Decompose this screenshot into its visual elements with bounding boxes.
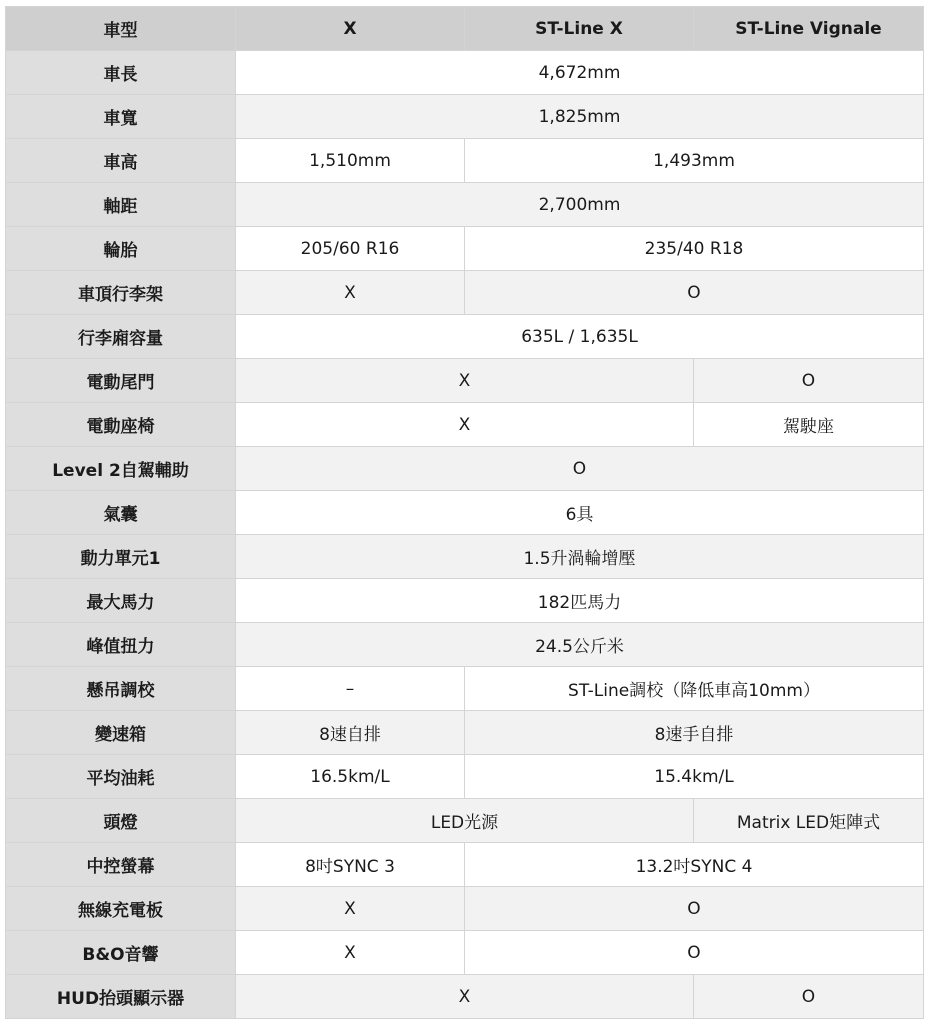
row-label: 動力單元1 xyxy=(6,535,236,579)
table-row xyxy=(6,95,924,139)
spec-value-cell: 235/40 R18 xyxy=(465,227,924,271)
spec-value-cell: O xyxy=(236,447,924,491)
spec-value-cell: 8速自排 xyxy=(236,711,465,755)
header-label-cell: 車型 xyxy=(6,7,236,51)
table-header xyxy=(6,7,924,51)
row-label: 車頂行李架 xyxy=(6,271,236,315)
row-label: 軸距 xyxy=(6,183,236,227)
spec-value-cell: O xyxy=(465,271,924,315)
spec-value-cell: ST-Line調校（降低車高10mm） xyxy=(465,667,924,711)
spec-value-cell: X xyxy=(236,271,465,315)
row-label: 無線充電板 xyxy=(6,887,236,931)
spec-value-cell: 182匹馬力 xyxy=(236,579,924,623)
header-trim-st-line-x: ST-Line X xyxy=(465,7,694,51)
spec-value-cell: X xyxy=(236,931,465,975)
row-label: 電動座椅 xyxy=(6,403,236,447)
table-row xyxy=(6,931,924,975)
row-label: Level 2自駕輔助 xyxy=(6,447,236,491)
row-label: 輪胎 xyxy=(6,227,236,271)
spec-value-cell: 16.5km/L xyxy=(236,755,465,799)
spec-table-container xyxy=(5,6,923,1019)
row-label: 變速箱 xyxy=(6,711,236,755)
row-label: 氣囊 xyxy=(6,491,236,535)
row-label: 頭燈 xyxy=(6,799,236,843)
table-row xyxy=(6,139,924,183)
table-row xyxy=(6,51,924,95)
spec-value-cell: 1,510mm xyxy=(236,139,465,183)
table-row xyxy=(6,271,924,315)
table-row xyxy=(6,491,924,535)
spec-value-cell: O xyxy=(694,975,924,1019)
spec-value-cell: Matrix LED矩陣式 xyxy=(694,799,924,843)
table-row xyxy=(6,755,924,799)
spec-value-cell: 205/60 R16 xyxy=(236,227,465,271)
table-row xyxy=(6,799,924,843)
spec-value-cell: 24.5公斤米 xyxy=(236,623,924,667)
table-body xyxy=(6,51,924,1019)
spec-value-cell: 4,672mm xyxy=(236,51,924,95)
row-label: 電動尾門 xyxy=(6,359,236,403)
row-label: B&O音響 xyxy=(6,931,236,975)
row-label: 平均油耗 xyxy=(6,755,236,799)
table-row xyxy=(6,535,924,579)
table-row xyxy=(6,315,924,359)
spec-value-cell: 1,493mm xyxy=(465,139,924,183)
table-row xyxy=(6,887,924,931)
table-row xyxy=(6,579,924,623)
header-trim-st-line-vignale: ST-Line Vignale xyxy=(694,7,924,51)
row-label: 車高 xyxy=(6,139,236,183)
row-label: HUD抬頭顯示器 xyxy=(6,975,236,1019)
table-row xyxy=(6,843,924,887)
spec-value-cell: 15.4km/L xyxy=(465,755,924,799)
spec-value-cell: O xyxy=(465,887,924,931)
table-row xyxy=(6,975,924,1019)
table-row xyxy=(6,359,924,403)
spec-value-cell: 1.5升渦輪增壓 xyxy=(236,535,924,579)
spec-value-cell: 8吋SYNC 3 xyxy=(236,843,465,887)
spec-value-cell: X xyxy=(236,975,694,1019)
row-label: 懸吊調校 xyxy=(6,667,236,711)
spec-value-cell: 2,700mm xyxy=(236,183,924,227)
row-label: 車寬 xyxy=(6,95,236,139)
spec-value-cell: LED光源 xyxy=(236,799,694,843)
spec-value-cell: 1,825mm xyxy=(236,95,924,139)
spec-value-cell: 6具 xyxy=(236,491,924,535)
spec-value-cell: X xyxy=(236,359,694,403)
row-label: 中控螢幕 xyxy=(6,843,236,887)
row-label: 峰值扭力 xyxy=(6,623,236,667)
row-label: 行李廂容量 xyxy=(6,315,236,359)
spec-value-cell: 635L / 1,635L xyxy=(236,315,924,359)
spec-value-cell: 13.2吋SYNC 4 xyxy=(465,843,924,887)
table-row xyxy=(6,403,924,447)
spec-value-cell: X xyxy=(236,887,465,931)
header-row xyxy=(6,7,924,51)
table-row xyxy=(6,183,924,227)
table-row xyxy=(6,623,924,667)
row-label: 車長 xyxy=(6,51,236,95)
spec-value-cell: 8速手自排 xyxy=(465,711,924,755)
table-row xyxy=(6,227,924,271)
spec-value-cell: 駕駛座 xyxy=(694,403,924,447)
row-label: 最大馬力 xyxy=(6,579,236,623)
table-row xyxy=(6,711,924,755)
table-row xyxy=(6,667,924,711)
spec-value-cell: O xyxy=(694,359,924,403)
table-row xyxy=(6,447,924,491)
spec-value-cell: – xyxy=(236,667,465,711)
spec-value-cell: O xyxy=(465,931,924,975)
header-trim-x: X xyxy=(236,7,465,51)
spec-comparison-table xyxy=(5,6,924,1019)
spec-value-cell: X xyxy=(236,403,694,447)
